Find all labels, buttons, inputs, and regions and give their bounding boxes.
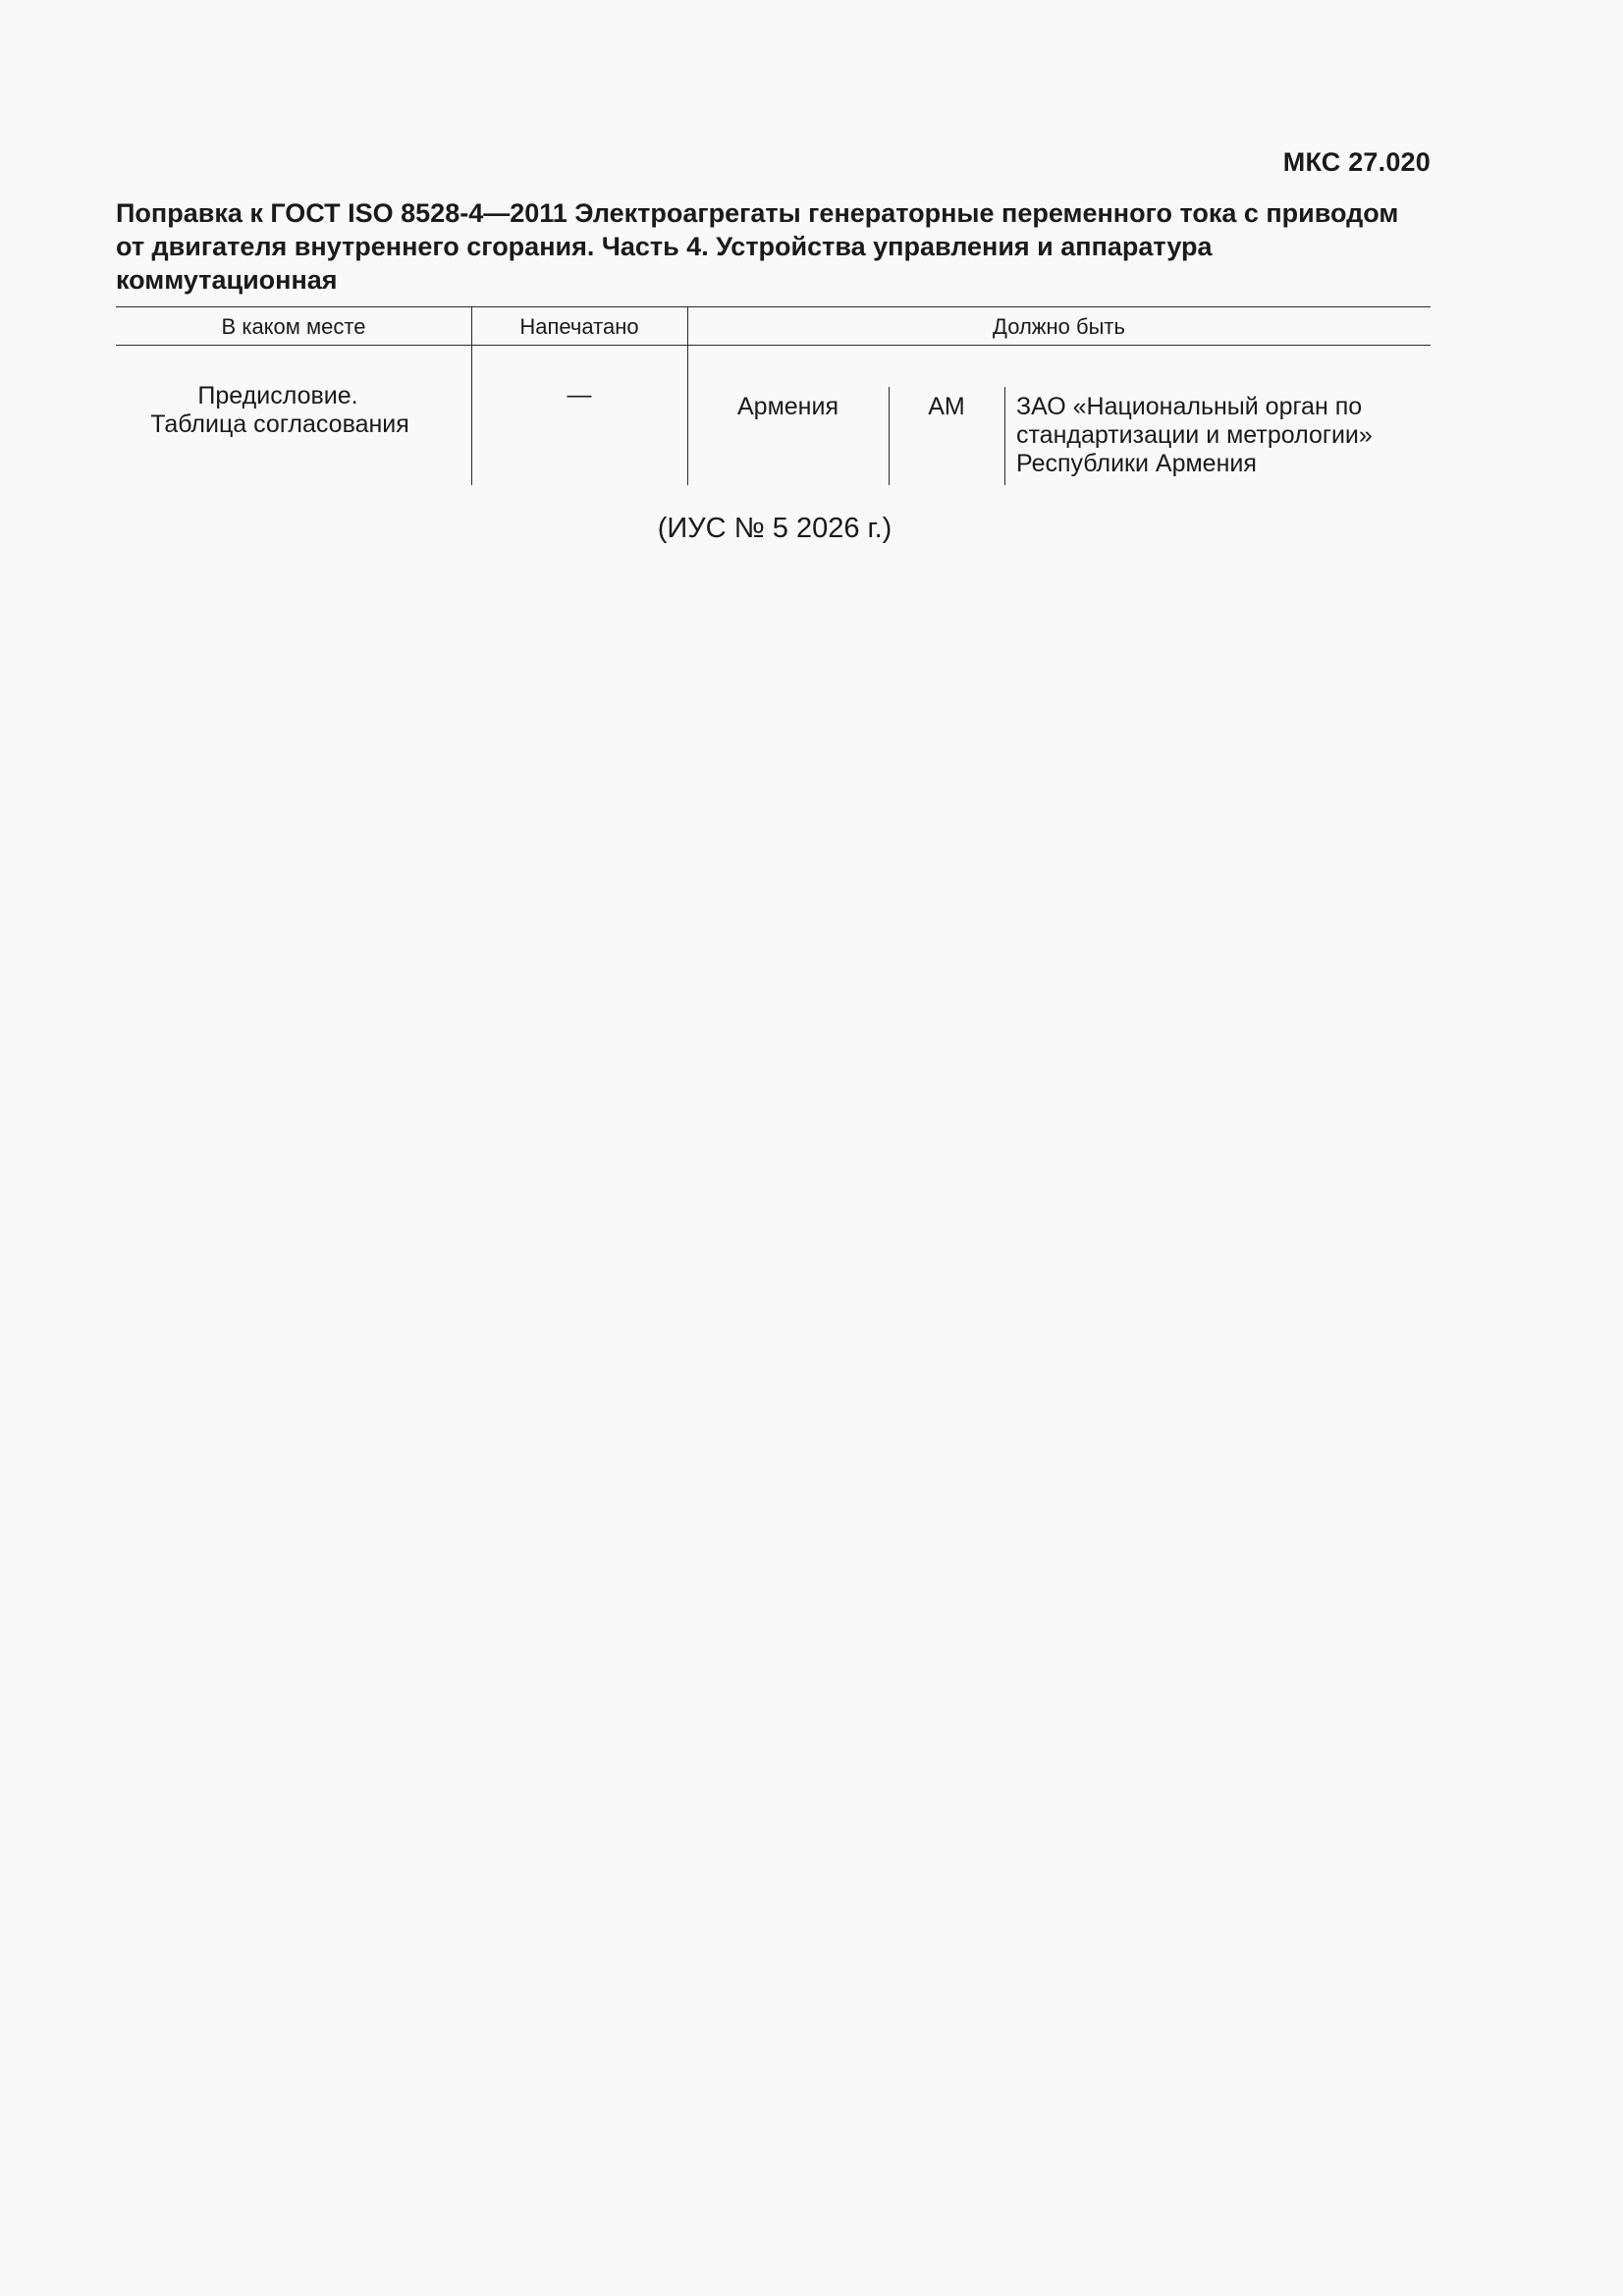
cell-country-code: AM — [928, 393, 965, 420]
table-top-border — [116, 306, 1431, 307]
cell-where — [116, 382, 471, 439]
cell-where-line2: Таблица согласования — [150, 410, 409, 438]
cell-printed: — — [567, 381, 592, 409]
subcolumn-divider — [1004, 387, 1005, 485]
cell-where-line1: Предисловие. — [197, 382, 358, 410]
correction-table — [116, 306, 1431, 485]
table-header-bottom-border — [116, 345, 1431, 346]
ius-reference: (ИУС № 5 2026 г.) — [657, 513, 893, 544]
document-title: Поправка к ГОСТ ISO 8528-4—2011 Электроагрегаты генераторные переменного тока с приводом от двигателя внутреннего сгорания. Часть 4. Устройства управления и аппаратура коммутационная — [116, 198, 1399, 295]
classification-code: МКС 27.020 — [1282, 147, 1431, 177]
column-header-where: В каком месте — [221, 314, 366, 339]
cell-country: Армения — [737, 393, 839, 420]
cell-organization: ЗАО «Национальный орган по стандартизации и метрологии» Республики Армения — [1016, 393, 1373, 477]
column-header-should-be: Должно быть — [993, 314, 1125, 339]
column-header-printed: Напечатано — [519, 314, 639, 339]
